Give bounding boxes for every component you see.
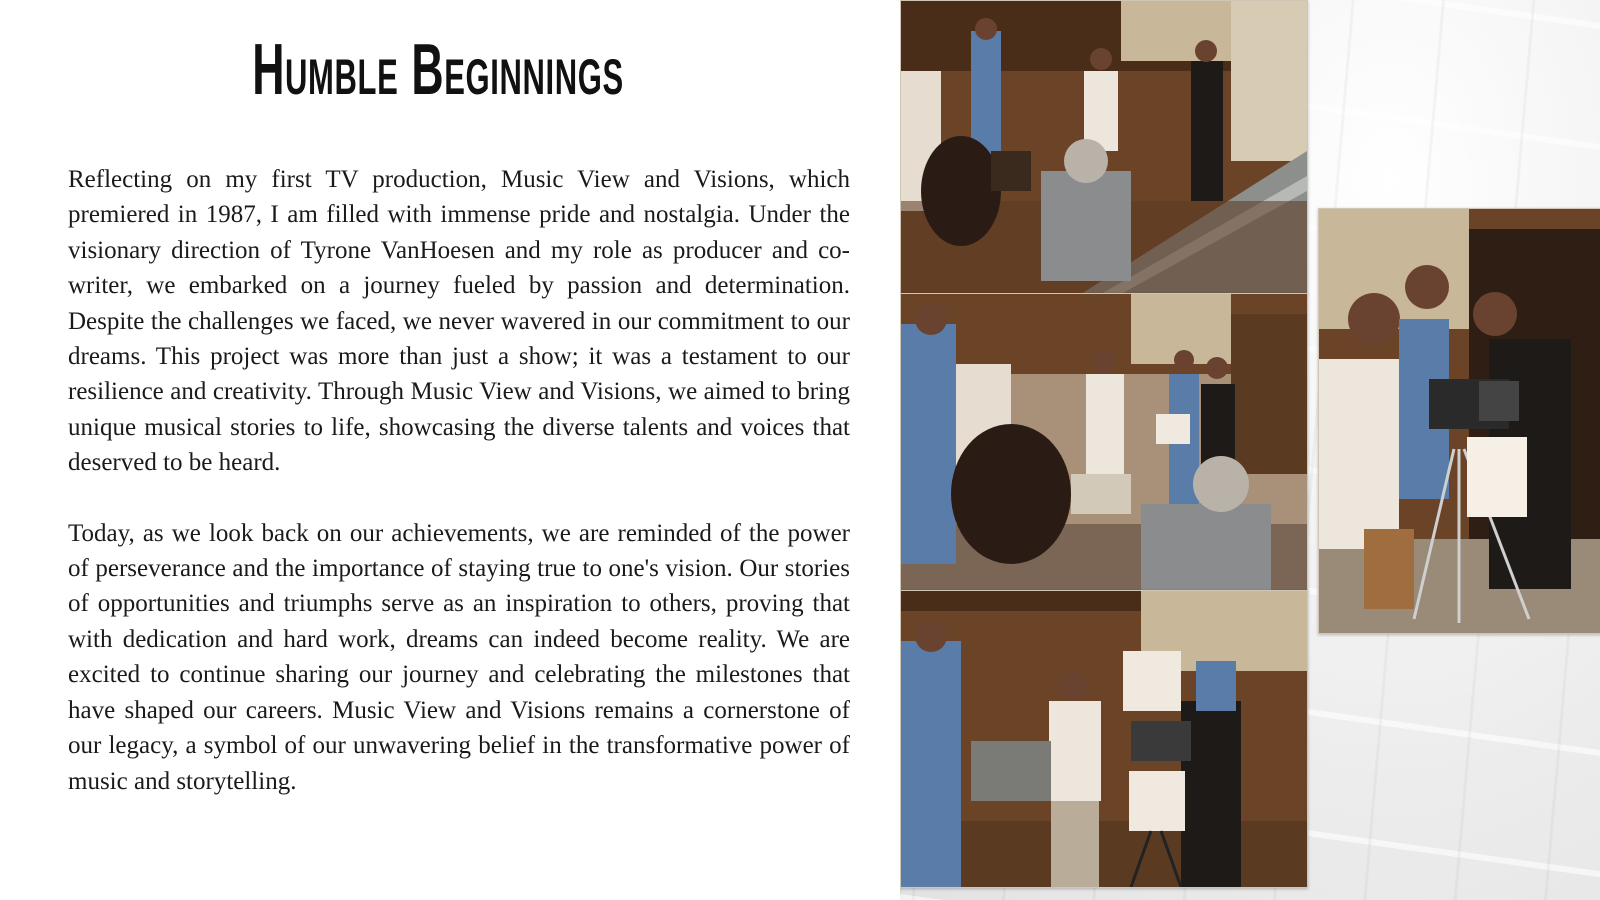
paragraph-2: Today, as we look back on our achievements, we are reminded of the power of perseverance and the importance of staying true to one's vision. Our stories of opportunities and triumphs serve as an inspiration to others, proving that with dedication and hard work, dreams can indeed become reality. We are excited to continue sharing our journey and celebrating the milestones that have shaped our careers. Music View and Visions remains a cornerstone of our legacy, a symbol of our unwavering belief in the transformative power of music and storytelling.	[68, 519, 850, 795]
photo-camera-setup	[900, 590, 1308, 888]
paragraph-1: Reflecting on my first TV production, Music View and Visions, which premiered in 1987, I am filled with immense pride and nostalgia. Under the visionary direction of Tyrone VanHoesen and my role as producer and co-writer, we embarked on a journey fueled by passion and determination. Despite the challenges we faced, we never wavered in our commitment to our dreams. This project was more than just a show; it was a testament to our resilience and creativity. Through Music View and Visions, we aimed to bring unique musical stories to life, showcasing the diverse talents and voices that deserved to be heard.	[68, 166, 850, 477]
photo-collage	[900, 0, 1600, 900]
photo-camera-closeup	[1318, 208, 1600, 634]
photo-crew-group	[900, 293, 1308, 592]
body-text	[68, 162, 850, 834]
page-title: Humble Beginnings	[252, 30, 624, 110]
photo-control-room	[900, 0, 1308, 295]
